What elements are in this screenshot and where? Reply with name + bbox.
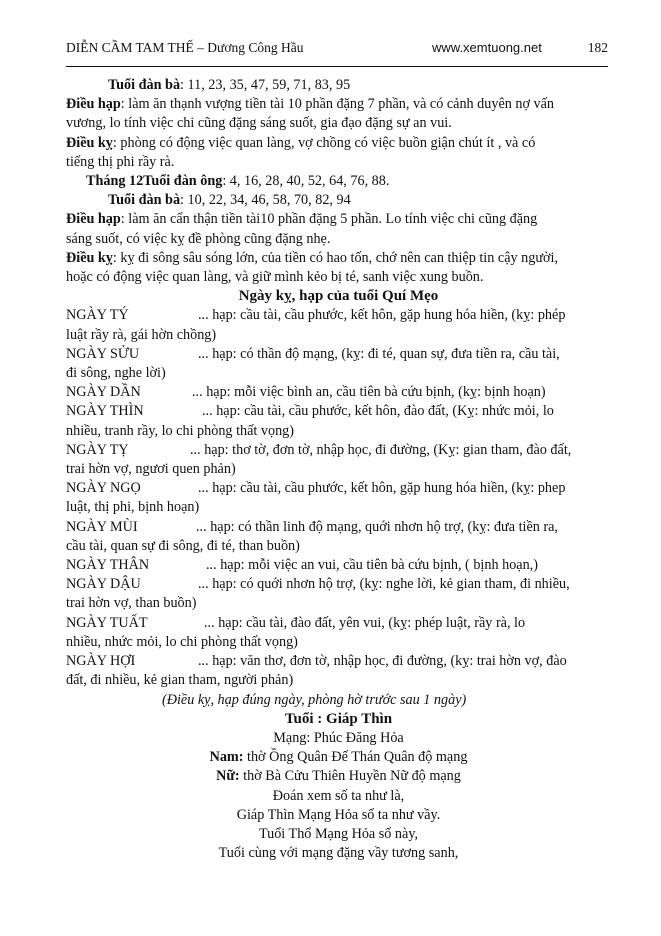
day-name: NGÀY TỴ — [66, 441, 129, 458]
day-text: ... hạp: cầu tài, cầu phước, kết hôn, gặp hung hóa hiền, (kỵ: phép — [198, 307, 566, 324]
section2-tuoi-dan-ba — [66, 191, 611, 210]
page-header — [66, 40, 608, 60]
tuoi-nu — [66, 767, 611, 786]
day-entry — [66, 402, 611, 421]
section2-dieu-hap — [66, 210, 611, 229]
text: : phòng có động việc quan làng, vợ chồng có việc buồn giận chút ít , và có — [112, 134, 536, 151]
header-divider — [66, 66, 608, 67]
website-url: www.xemtuong.net — [432, 40, 542, 55]
day-name: NGÀY TÝ — [66, 307, 129, 324]
verse-line: Tuổi cùng với mạng đặng vầy tương sanh, — [218, 845, 459, 862]
day-entry — [66, 518, 611, 537]
label: Tuổi đàn bà — [108, 192, 181, 209]
day-entry — [66, 556, 611, 575]
section2-dieu-ky — [66, 249, 611, 268]
text: thờ Bà Cửu Thiên Huyền Nữ độ mạng — [239, 768, 461, 785]
day-entry — [66, 575, 611, 594]
day-name: NGÀY DẦN — [66, 384, 141, 401]
day-entry-cont: trai hờn vợ, ngươi quen phản) — [66, 461, 236, 478]
label: Điều hạp — [66, 211, 121, 228]
label: Tháng 12Tuổi đàn ông — [86, 173, 223, 190]
day-entry-cont: đất, đi nhiều, kẻ gian tham, người phản) — [66, 672, 294, 689]
day-text: ... hạp: có thần linh độ mạng, quới nhơn hộ trợ, (kỵ: đưa tiền ra, — [196, 518, 558, 535]
section1-dieu-ky-cont: tiếng thị phi rầy rà. — [66, 153, 175, 170]
page-body — [66, 76, 611, 863]
section1-dieu-hap — [66, 95, 611, 114]
label: Nam: — [209, 749, 244, 766]
day-entry — [66, 614, 611, 633]
days-heading: Ngày kỵ, hạp của tuổi Quí Mẹo — [238, 288, 439, 305]
section1-tuoi-dan-ba — [66, 76, 611, 95]
section2-dieu-hap-cont: sáng suốt, có việc kỵ đề phòng cũng đặng nhẹ. — [66, 230, 331, 247]
text: thờ Ồng Quân Đế Thán Quân độ mạng — [243, 749, 468, 766]
day-entry-cont: luật, thị phi, bịnh hoạn) — [66, 499, 200, 516]
book-title: DIỄN CẦM TAM THẾ – Dương Công Hầu — [66, 40, 304, 55]
day-entry-cont: cầu tài, quan sự đi sông, đi té, than buồn) — [66, 537, 300, 554]
tuoi-title: Tuổi : Giáp Thìn — [284, 710, 393, 727]
day-entry-cont: nhiều, nhức mỏi, lo chi phòng thất vọng) — [66, 633, 298, 650]
label: Điều kỵ — [66, 249, 113, 266]
day-name: NGÀY HỢI — [66, 653, 136, 670]
day-name: NGÀY MÙI — [66, 518, 138, 535]
day-entry — [66, 479, 611, 498]
day-entry-cont: trai hờn vợ, than buồn) — [66, 595, 197, 612]
day-name: NGÀY TUẤT — [66, 614, 148, 631]
text: : làm ăn thạnh vượng tiền tài 10 phần đặng 7 phần, và có cảnh duyên nợ vấn — [120, 96, 555, 113]
day-text: ... hạp: cầu tài, đào đất, yên vui, (kỵ: phép luật, rầy rà, lo — [204, 614, 526, 631]
day-text: ... hạp: có quới nhơn hộ trợ, (kỵ: nghe lời, kẻ gian tham, đi nhiều, — [198, 576, 570, 593]
day-name: NGÀY NGỌ — [66, 480, 141, 497]
day-entry — [66, 652, 611, 671]
day-text: ... hạp: có thần độ mạng, (kỵ: đi té, quan sự, đưa tiền ra, cầu tài, — [198, 345, 560, 362]
verse-line: Giáp Thìn Mạng Hỏa số ta như vầy. — [236, 806, 441, 823]
tuoi-nam — [66, 748, 611, 767]
day-entry — [66, 441, 611, 460]
page-number: 182 — [587, 40, 608, 55]
label: Tuổi đàn bà — [108, 77, 181, 93]
section1-dieu-hap-cont: vương, lo tính việc chi cũng đặng sáng suốt, gia đạo đặng sự an vui. — [66, 115, 452, 132]
day-text: ... hạp: cầu tài, cầu phước, kết hôn, đào đất, (Kỵ: nhức mỏi, lo — [202, 403, 554, 420]
day-name: NGÀY SỬU — [66, 345, 140, 362]
text: : làm ăn cẩn thận tiền tài10 phần đặng 5 phần. Lo tính việc chi cũng đặng — [120, 211, 538, 228]
day-text: ... hạp: mỗi việc bình an, cầu tiên bà cứu bịnh, (kỵ: bịnh hoạn) — [192, 384, 546, 401]
day-name: NGÀY THÌN — [66, 403, 144, 420]
day-entry-cont: đi sông, nghe lời) — [66, 365, 166, 382]
day-text: ... hạp: cầu tài, cầu phước, kết hôn, gặp hung hóa hiền, (kỵ: phep — [198, 480, 566, 497]
day-text: ... hạp: thơ tờ, đơn tờ, nhập học, đi đường, (Kỵ: gian tham, đào đất, — [190, 441, 572, 458]
days-note: (Điều kỵ, hạp đúng ngày, phòng hờ trước sau 1 ngày) — [162, 691, 467, 708]
day-text: ... hạp: văn thơ, đơn tờ, nhập học, đi đường, (kỵ: trai hờn vợ, đào — [198, 653, 567, 670]
values: : 4, 16, 28, 40, 52, 64, 76, 88. — [222, 173, 390, 190]
days-list — [66, 306, 611, 690]
label: Điều kỵ — [66, 134, 113, 151]
verse-line: Tuổi Thổ Mạng Hỏa số này, — [258, 825, 419, 842]
label: Điều hạp — [66, 96, 121, 113]
day-entry — [66, 383, 611, 402]
verse-line: Đoán xem số ta như là, — [272, 787, 405, 804]
day-name: NGÀY DẬU — [66, 576, 141, 593]
day-entry — [66, 345, 611, 364]
day-name: NGÀY THÂN — [66, 557, 150, 574]
tuoi-mang: Mạng: Phúc Đăng Hỏa — [273, 729, 404, 746]
section1-dieu-ky — [66, 134, 611, 153]
values: : 10, 22, 34, 46, 58, 70, 82, 94 — [180, 192, 351, 209]
text: : kỵ đi sông sâu sóng lớn, của tiền có hao tốn, chớ nên can thiệp tin cậy người, — [112, 249, 558, 266]
day-entry-cont: luật rầy rà, gái hờn chồng) — [66, 326, 217, 343]
values: : 11, 23, 35, 47, 59, 71, 83, 95 — [180, 77, 351, 93]
section2-thang — [66, 172, 611, 191]
day-entry — [66, 306, 611, 325]
section2-dieu-ky-cont: hoặc có động việc quan làng, và giữ mình kẻo bị té, sanh việc xung buồn. — [66, 269, 484, 286]
day-entry-cont: nhiều, tranh rầy, lo chi phòng thất vọng) — [66, 422, 294, 439]
day-text: ... hạp: mỗi việc an vui, cầu tiên bà cứu bịnh, ( bịnh hoạn,) — [206, 557, 538, 574]
label: Nữ: — [216, 768, 240, 785]
